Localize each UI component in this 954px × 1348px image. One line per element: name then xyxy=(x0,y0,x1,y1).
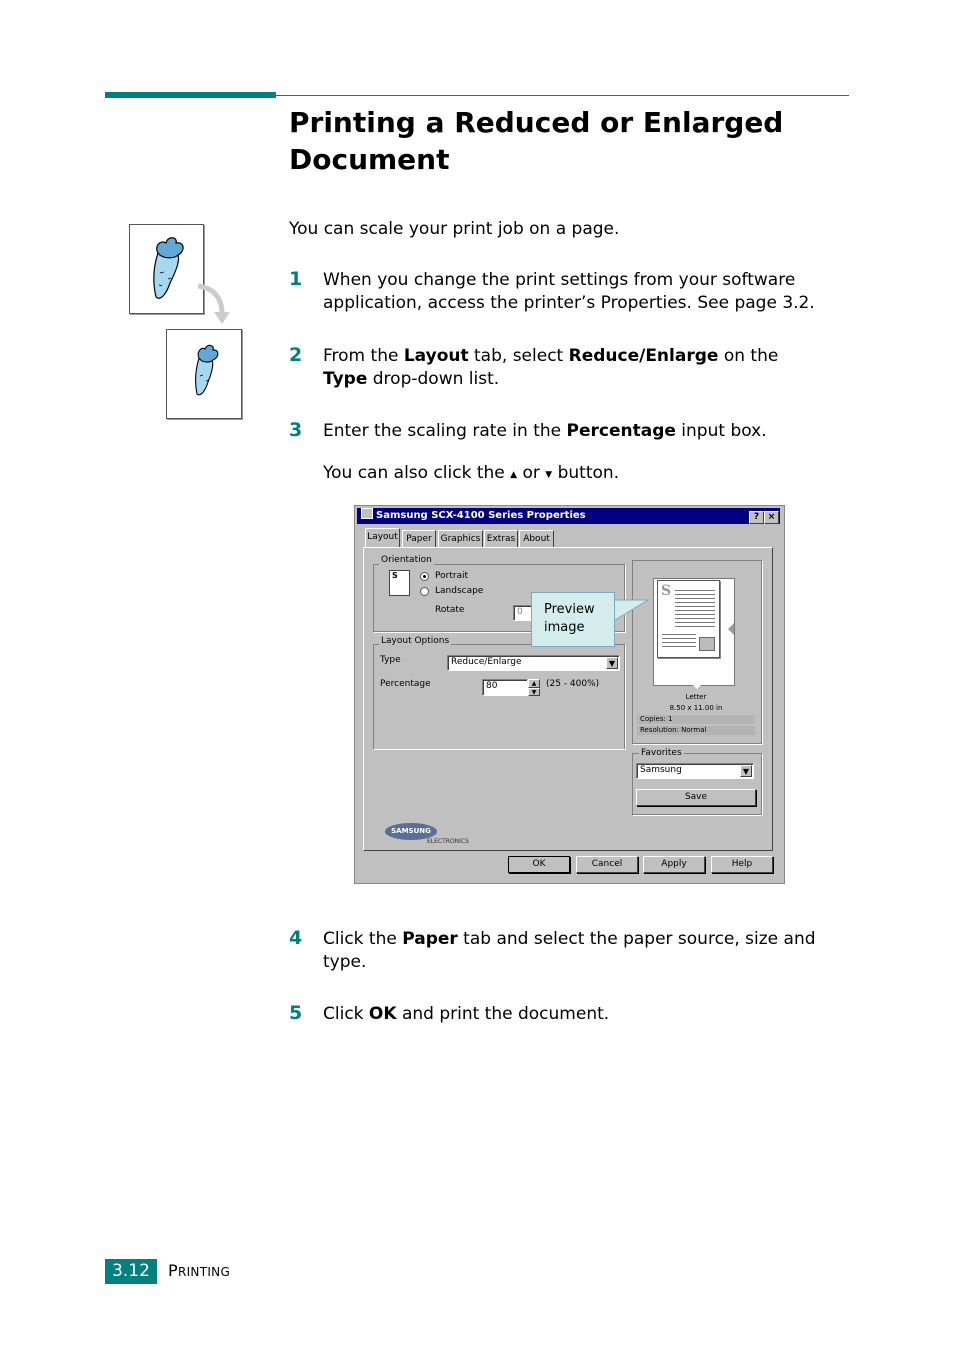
landscape-label: Landscape xyxy=(435,586,484,596)
step-1-line1: When you change the print settings from your software xyxy=(323,270,796,290)
step-number-5: 5 xyxy=(289,1002,303,1024)
intro-text: You can scale your print job on a page. xyxy=(289,219,620,239)
type-dropdown[interactable] xyxy=(447,655,620,671)
ok-button[interactable]: OK xyxy=(508,856,570,873)
reduced-page-thumbnail xyxy=(166,329,242,419)
layout-options-label: Layout Options xyxy=(381,636,450,646)
step-number-4: 4 xyxy=(289,927,303,949)
header-rule-accent xyxy=(105,92,276,98)
rotate-label: Rotate xyxy=(435,605,465,615)
favorites-label: Favorites xyxy=(641,748,682,758)
printer-icon xyxy=(361,508,373,519)
percentage-down-arrow-icon[interactable]: ▼ xyxy=(528,688,540,696)
step-5-ok: OK xyxy=(368,1004,397,1024)
step-5-pre: Click xyxy=(323,1004,369,1024)
preview-image-callout xyxy=(531,592,615,647)
orientation-label: Orientation xyxy=(381,555,432,565)
step-3-text xyxy=(323,420,843,443)
step-2-mid: tab, select xyxy=(468,346,569,366)
type-dropdown-value: Reduce/Enlarge xyxy=(451,657,522,667)
original-page-thumbnail xyxy=(129,224,204,314)
up-arrow-icon: ▲ xyxy=(510,470,518,480)
close-title-button[interactable]: × xyxy=(764,511,779,524)
preview-image: S xyxy=(657,580,720,658)
step-3-also-text xyxy=(323,462,843,487)
properties-dialog xyxy=(354,505,785,884)
step-2-post: on the xyxy=(718,346,779,366)
samsung-logo: SAMSUNG xyxy=(385,823,437,840)
down-arrow-icon: ▼ xyxy=(545,470,553,480)
step-3-post: input box. xyxy=(675,421,767,441)
step-4-pre: Click the xyxy=(323,929,403,949)
tab-paper[interactable]: Paper xyxy=(402,530,436,547)
preview-copies: Copies: 1 xyxy=(637,715,755,724)
tab-about[interactable]: About xyxy=(519,530,554,547)
section-name-first: P xyxy=(168,1261,178,1280)
favorites-dropdown[interactable] xyxy=(636,763,754,779)
step-5-post: and print the document. xyxy=(396,1004,610,1024)
step-2-reduce-enlarge: Reduce/Enlarge xyxy=(568,346,719,366)
section-name xyxy=(168,1261,230,1280)
portrait-radio[interactable] xyxy=(420,572,429,581)
type-label: Type xyxy=(380,655,401,665)
apply-button[interactable]: Apply xyxy=(643,856,705,873)
carrot-icon xyxy=(130,225,203,313)
step-number-2: 2 xyxy=(289,344,303,366)
dialog-title: Samsung SCX-4100 Series Properties xyxy=(376,510,586,521)
page-title-line1: Printing a Reduced or Enlarged xyxy=(289,106,784,139)
percentage-range: (25 - 400%) xyxy=(546,679,600,689)
curved-arrow-icon xyxy=(196,282,236,328)
percentage-up-arrow-icon[interactable]: ▲ xyxy=(528,679,540,688)
step-4-post: tab and select the paper source, size and xyxy=(457,929,816,949)
preview-down-arrow-icon xyxy=(691,683,703,689)
preview-paper-size: 8.50 x 11.00 in xyxy=(669,704,723,712)
save-button[interactable]: Save xyxy=(636,789,756,806)
step-3-pre: Enter the scaling rate in the xyxy=(323,421,567,441)
type-dropdown-arrow-icon[interactable]: ▼ xyxy=(606,657,618,669)
callout-pointer xyxy=(612,598,652,628)
portrait-page-icon: S xyxy=(389,570,410,596)
step-1-line2: application, access the printer’s Properties. See page 3.2. xyxy=(323,293,815,313)
step-number-1: 1 xyxy=(289,268,303,290)
tab-extras[interactable]: Extras xyxy=(484,530,518,547)
step-4-paper: Paper xyxy=(402,929,458,949)
step-5-text xyxy=(323,1003,843,1026)
preview-paper-name: Letter xyxy=(685,693,707,701)
section-name-rest: RINTING xyxy=(177,1265,231,1279)
step-2-type: Type xyxy=(323,369,368,389)
step-2-text xyxy=(323,345,843,391)
step-4-text xyxy=(323,928,843,974)
cancel-button[interactable]: Cancel xyxy=(576,856,638,873)
page-number: 3.12 xyxy=(105,1259,157,1284)
step-number-3: 3 xyxy=(289,419,303,441)
preview-right-arrow-icon xyxy=(728,623,734,635)
help-title-button[interactable]: ? xyxy=(749,511,764,524)
step-3-also-or: or xyxy=(522,463,540,483)
step-2-pre: From the xyxy=(323,346,404,366)
header-rule xyxy=(276,95,849,96)
samsung-logo-sub: ELECTRONICS xyxy=(427,838,469,845)
page-title xyxy=(289,104,849,178)
page-title-line2: Document xyxy=(289,143,450,176)
tab-layout[interactable]: Layout xyxy=(365,528,400,547)
favorites-dropdown-arrow-icon[interactable]: ▼ xyxy=(740,765,752,777)
favorites-dropdown-value: Samsung xyxy=(640,765,682,775)
dialog-titlebar xyxy=(357,508,780,524)
preview-resolution: Resolution: Normal xyxy=(637,726,755,735)
step-3-percentage: Percentage xyxy=(566,421,676,441)
step-2-post2: drop-down list. xyxy=(367,369,500,389)
percentage-input[interactable]: 80 xyxy=(482,679,528,696)
step-3-also-post: button. xyxy=(557,463,620,483)
help-button[interactable]: Help xyxy=(711,856,773,873)
step-2-layout: Layout xyxy=(403,346,469,366)
rotate-input[interactable]: 0 xyxy=(513,605,543,621)
landscape-radio[interactable] xyxy=(420,587,429,596)
callout-line2: image xyxy=(544,620,585,635)
tab-graphics[interactable]: Graphics xyxy=(438,530,483,547)
percentage-label: Percentage xyxy=(380,679,431,689)
callout-line1: Preview xyxy=(544,602,595,617)
step-1-text xyxy=(323,269,843,315)
portrait-label: Portrait xyxy=(435,571,469,581)
carrot-small-icon xyxy=(167,330,241,418)
step-4-line2: type. xyxy=(323,952,367,972)
step-3-also-pre: You can also click the xyxy=(323,463,505,483)
